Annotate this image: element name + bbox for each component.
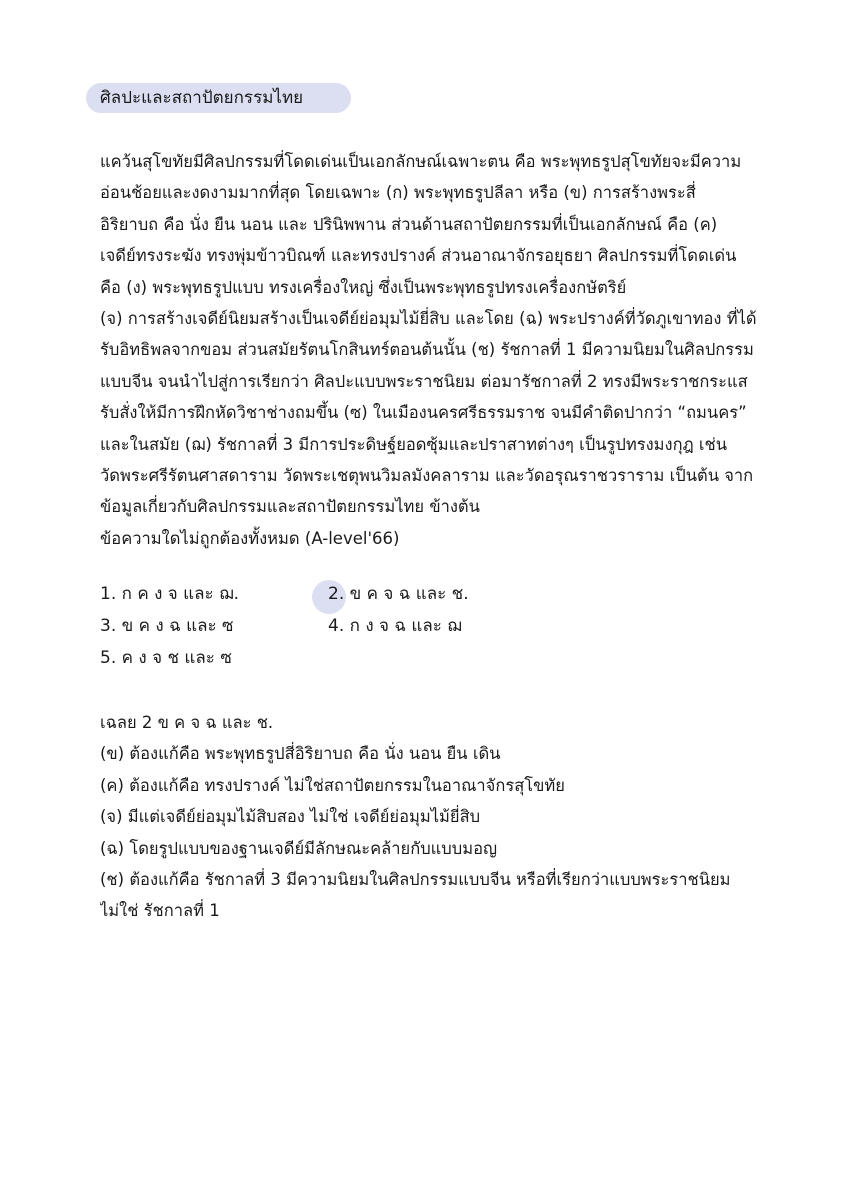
passage-line: รับสั่งให้มีการฝึกหัดวิชาช่างถมขึ้น (ซ) ในเมืองนครศรีธรรมราช จนมีคำติดปากว่า “ถมนคร” xyxy=(100,403,747,423)
passage-line: (จ) การสร้างเจดีย์นิยมสร้างเป็นเจดีย์ย่อมุมไม้ยี่สิบ และโดย (ฉ) พระปรางค์ที่วัดภูเขาทอง ที่ได้ xyxy=(100,308,757,328)
explanation-line: (ข) ต้องแก้คือ พระพุทธรูปสี่อิริยาบถ คือ นั่ง นอน ยืน เดิน xyxy=(100,744,501,764)
question-prompt: ข้อความใดไม่ถูกต้องทั้งหมด (A-level'66) xyxy=(100,528,400,548)
passage-line: เจดีย์ทรงระฆัง ทรงพุ่มข้าวบิณฑ์ และทรงปรางค์ ส่วนอาณาจักรอยุธยา ศิลปกรรมที่โดดเด่น xyxy=(100,246,737,266)
passage-line: รับอิทธิพลจากขอม ส่วนสมัยรัตนโกสินทร์ตอนต้นนั้น (ช) รัชกาลที่ 1 มีความนิยมในศิลปกรรม xyxy=(100,340,754,360)
choice-4: 4. ก ง จ ฉ และ ฌ xyxy=(328,616,462,636)
passage-line: แบบจีน จนนำไปสู่การเรียกว่า ศิลปะแบบพระราชนิยม ต่อมารัชกาลที่ 2 ทรงมีพระราชกระแส xyxy=(100,371,748,391)
explanation-line: (ช) ต้องแก้คือ รัชกาลที่ 3 มีความนิยมในศิลปกรรมแบบจีน หรือที่เรียกว่าแบบพระราชนิยม xyxy=(100,869,731,889)
question-passage xyxy=(100,146,800,554)
section-title: ศิลปะและสถาปัตยกรรมไทย xyxy=(100,88,304,108)
choice-3: 3. ข ค ง ฉ และ ซ xyxy=(100,616,234,636)
passage-line: ข้อมูลเกี่ยวกับศิลปกรรมและสถาปัตยกรรมไทย ข้างต้น xyxy=(100,497,480,517)
passage-line: วัดพระศรีรัตนศาสดาราม วัดพระเชตุพนวิมลมังคลาราม และวัดอรุณราชวราราม เป็นต้น จาก xyxy=(100,465,754,485)
explanation-line: (ค) ต้องแก้คือ ทรงปรางค์ ไม่ใช่สถาปัตยกรรมในอาณาจักรสุโขทัย xyxy=(100,775,565,795)
explanation-line: ไม่ใช่ รัชกาลที่ 1 xyxy=(100,901,220,921)
choice-1: 1. ก ค ง จ และ ฌ. xyxy=(100,584,240,604)
passage-line: อ่อนช้อยและงดงามมากที่สุด โดยเฉพาะ (ก) พระพุทธรูปลีลา หรือ (ข) การสร้างพระสี่ xyxy=(100,183,696,203)
answer-explanation xyxy=(100,707,800,927)
explanation-line: (จ) มีแต่เจดีย์ย่อมุมไม้สิบสอง ไม่ใช่ เจดีย์ย่อมุมไม้ยี่สิบ xyxy=(100,807,481,827)
passage-line: คือ (ง) พระพุทธรูปแบบ ทรงเครื่องใหญ่ ซึ่งเป็นพระพุทธรูปทรงเครื่องกษัตริย์ xyxy=(100,277,627,297)
passage-line: อิริยาบถ คือ นั่ง ยืน นอน และ ปรินิพพาน ส่วนด้านสถาปัตยกรรมที่เป็นเอกลักษณ์ คือ (ค) xyxy=(100,214,718,234)
explanation-line: (ฉ) โดยรูปแบบของฐานเจดีย์มีลักษณะคล้ายกับแบบมอญ xyxy=(100,838,498,858)
choice-2: 2. ข ค จ ฉ และ ช. xyxy=(328,584,469,604)
choice-5: 5. ค ง จ ช และ ซ xyxy=(100,648,232,668)
passage-line: แคว้นสุโขทัยมีศิลปกรรมที่โดดเด่นเป็นเอกลักษณ์เฉพาะตน คือ พระพุทธรูปสุโขทัยจะมีความ xyxy=(100,152,742,171)
answer-heading: เฉลย 2 ข ค จ ฉ และ ช. xyxy=(100,713,274,732)
passage-line: และในสมัย (ฌ) รัชกาลที่ 3 มีการประดิษฐ์ยอดซุ้มและปราสาทต่างๆ เป็นรูปทรงมงกุฎ เช่น xyxy=(100,434,728,454)
